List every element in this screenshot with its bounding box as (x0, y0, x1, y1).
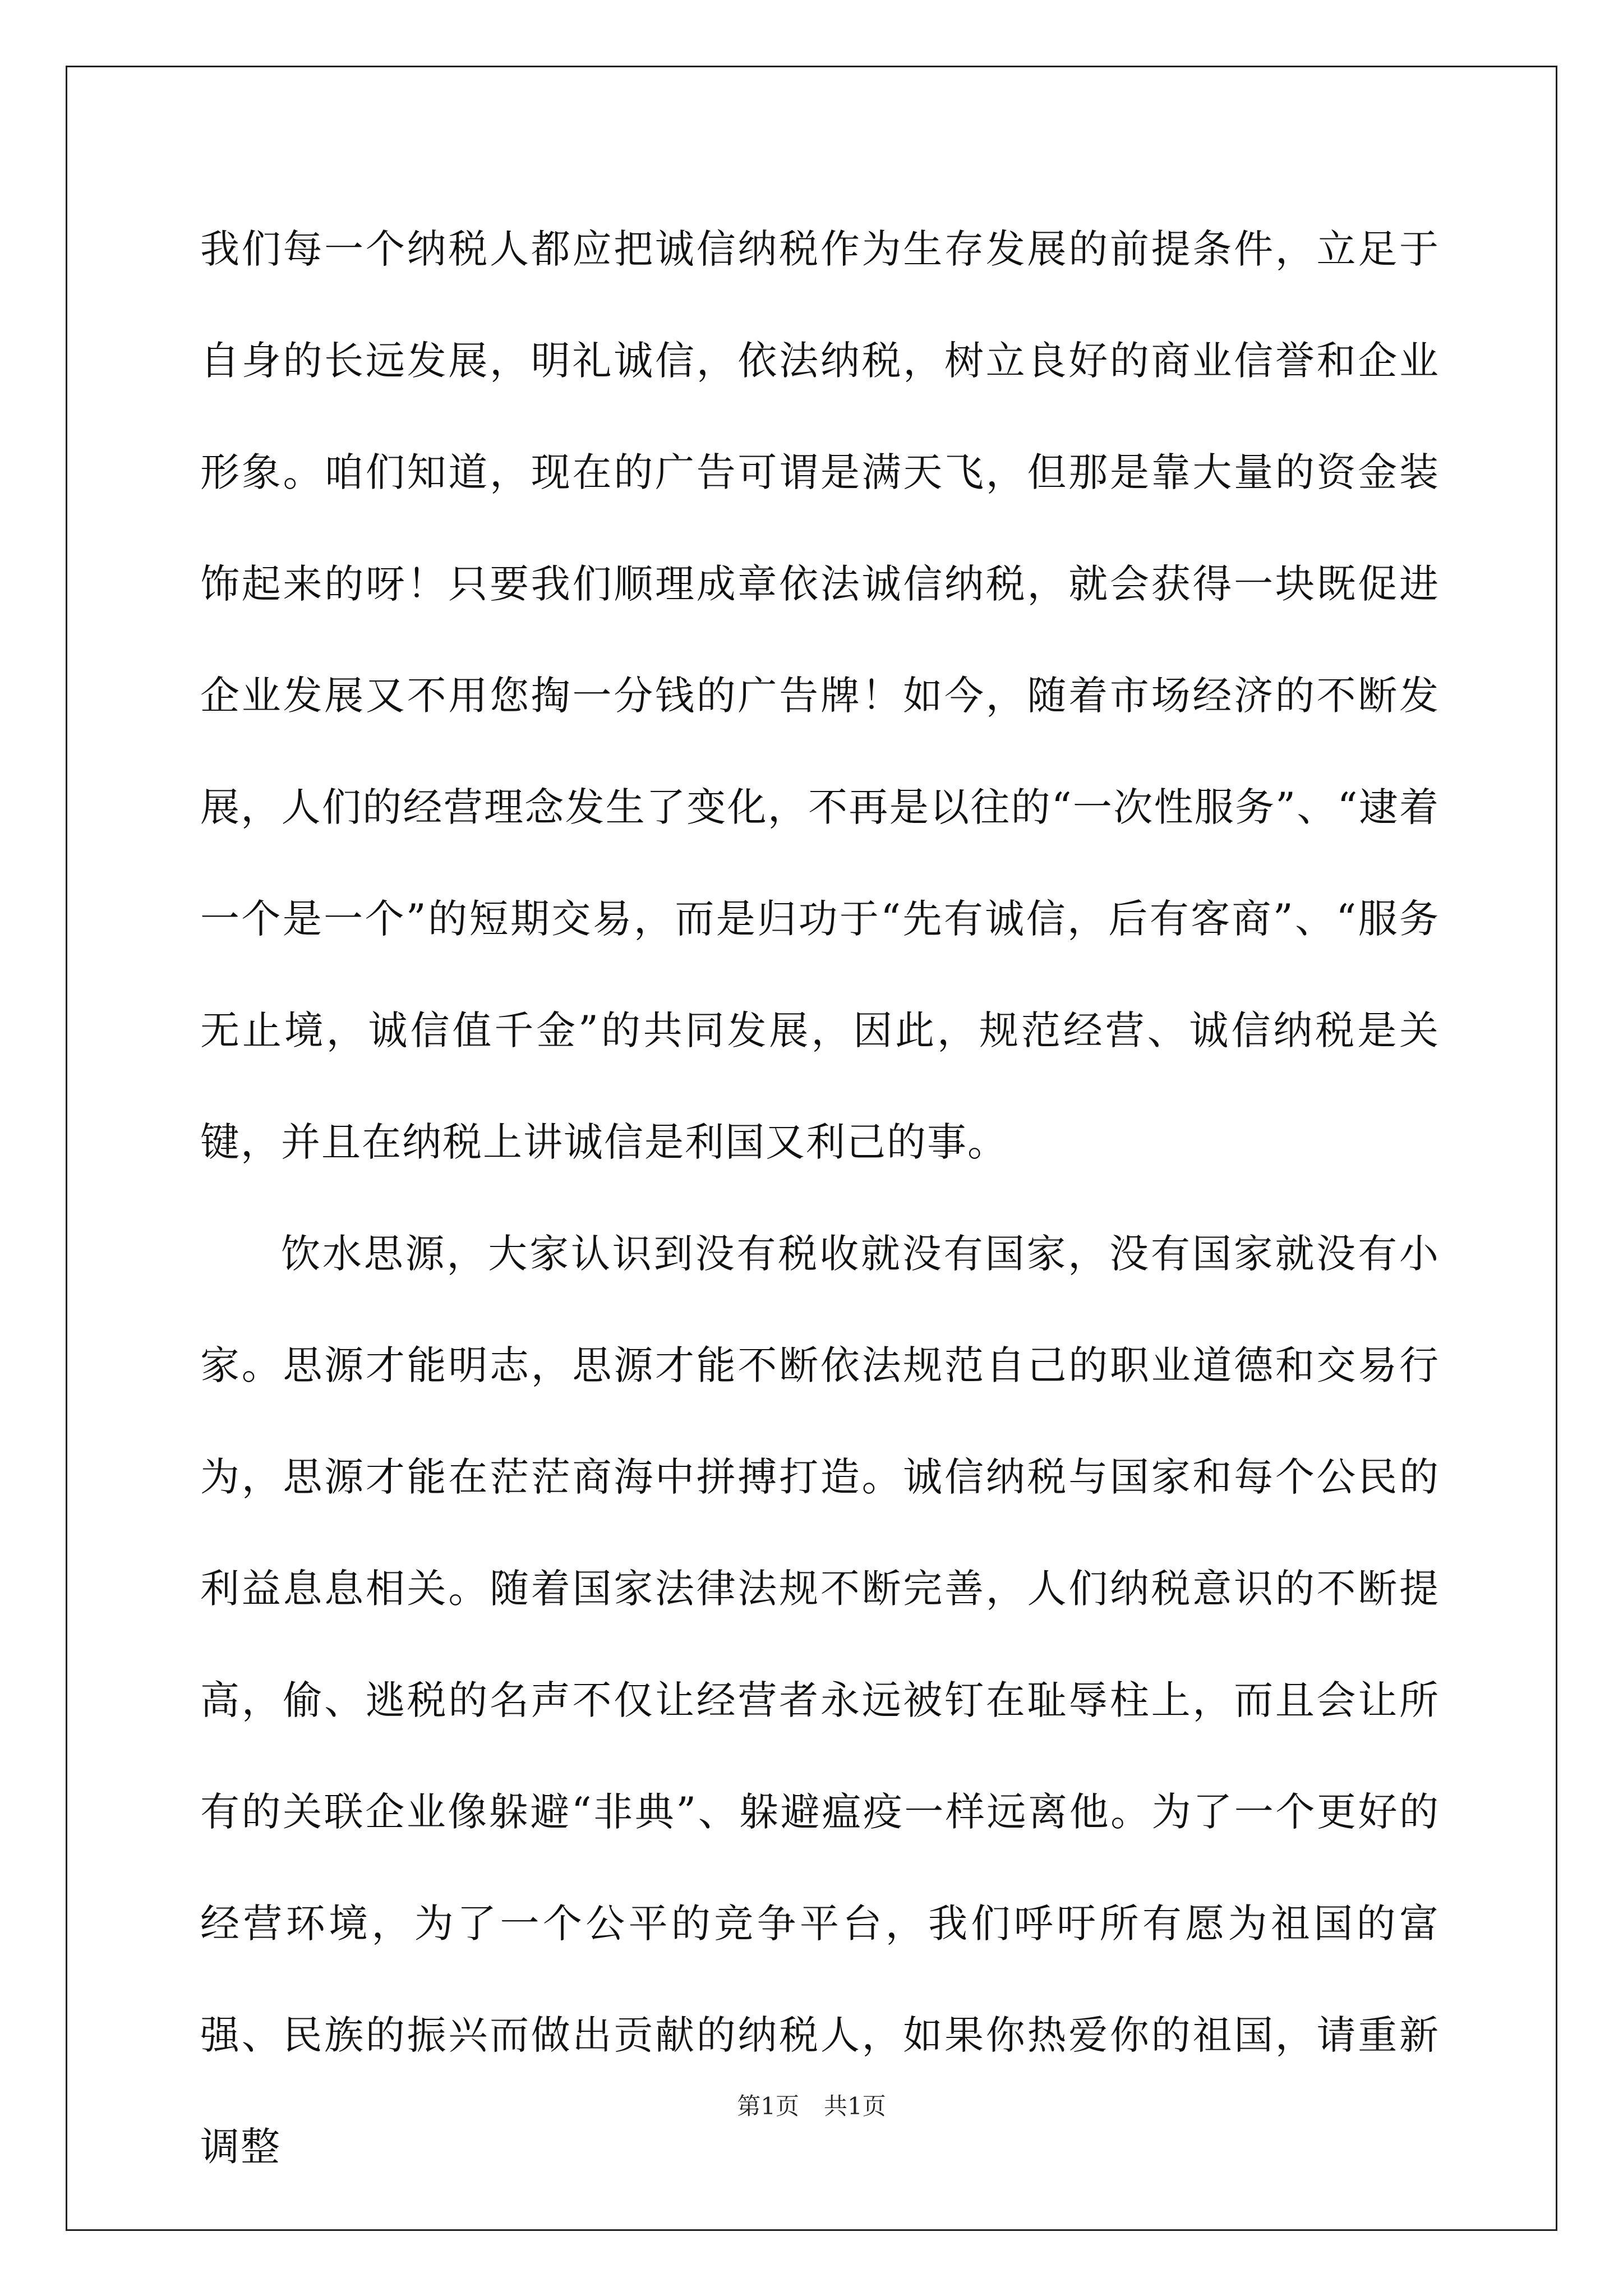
page-number: 第1页 (737, 2092, 799, 2120)
paragraph-1: 我们每一个纳税人都应把诚信纳税作为生存发展的前提条件，立足于自身的长远发展，明礼诚信，依法纳税，树立良好的商业信誉和企业形象。咱们知道，现在的广告可谓是满天飞，但那是靠大量的资金装饰起来的呀！只要我们顺理成章依法诚信纳税，就会获得一块既促进企业发展又不用您掏一分钱的广告牌！如今，随着市场经济的不断发展，人们的经营理念发生了变化，不再是以往的“一次性服务”、“逮着一个是一个”的短期交易，而是归功于“先有诚信，后有客商”、“服务无止境，诚信值千金”的共同发展，因此，规范经营、诚信纳税是关键，并且在纳税上讲诚信是利国又利己的事。 (200, 226, 1440, 1165)
document-body (200, 194, 1440, 2203)
paragraph-2: 饮水思源，大家认识到没有税收就没有国家，没有国家就没有小家。思源才能明志，思源才能不断依法规范自己的职业道德和交易行为，思源才能在茫茫商海中拼搏打造。诚信纳税与国家和每个公民的利益息息相关。随着国家法律法规不断完善，人们纳税意识的不断提高，偷、逃税的名声不仅让经营者永远被钉在耻辱柱上，而且会让所有的关联企业像躲避“非典”、躲避瘟疫一样远离他。为了一个更好的经营环境，为了一个公平的竞争平台，我们呼吁所有愿为祖国的富强、民族的振兴而做出贡献的纳税人，如果你热爱你的祖国，请重新调整 (200, 1231, 1440, 2170)
page-total: 共1页 (824, 2092, 886, 2120)
page-footer (0, 2088, 1623, 2122)
